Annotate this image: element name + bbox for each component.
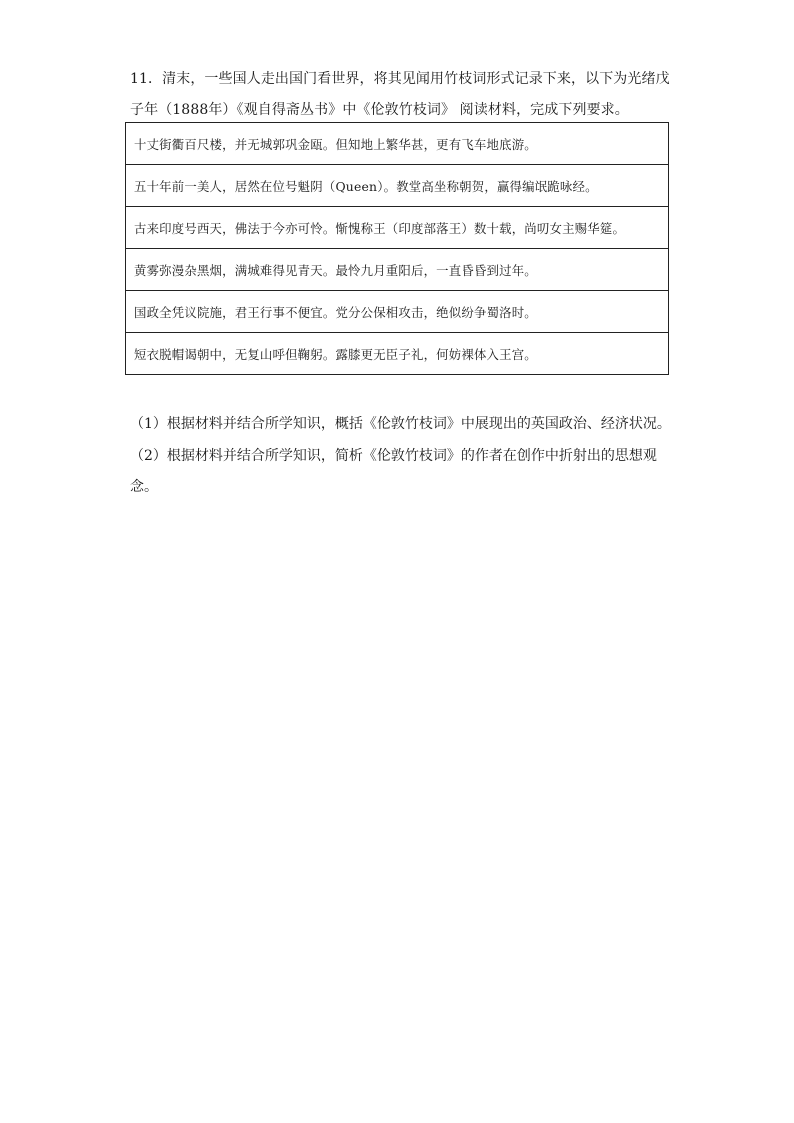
sub-question-1-text: （1）根据材料并结合所学知识，概括《伦敦竹枝词》中展现出的英国政治、经济状况。 (130, 416, 671, 432)
question-stem-line-2: 子年（1888年）《观自得斋丛书》中《伦敦竹枝词》 阅读材料，完成下列要求。 (130, 102, 629, 118)
sub-question-2-line-1: （2）根据材料并结合所学知识，简析《伦敦竹枝词》的作者在创作中折射出的思想观 (130, 448, 657, 464)
poem-table (125, 122, 669, 375)
poem-cell: 黄雾弥漫杂黑烟，满城难得见青天。最怜九月重阳后，一直昏昏到过年。 (126, 249, 669, 291)
table-row (126, 123, 669, 165)
poem-cell: 国政全凭议院施，君王行事不便宜。党分公保相攻击，绝似纷争蜀洛时。 (126, 291, 669, 333)
poem-cell: 古来印度号西天，佛法于今亦可怜。惭愧称王（印度部落王）数十载，尚叨女主赐华筵。 (126, 207, 669, 249)
poem-cell: 五十年前一美人，居然在位号魁阴（Queen）。教堂高坐称朝贺，赢得编氓跪咏经。 (126, 165, 669, 207)
table-row (126, 291, 669, 333)
sub-question-1 (130, 409, 670, 440)
sub-question-2-line-2: 念。 (130, 479, 158, 495)
table-row (126, 207, 669, 249)
table-row (126, 249, 669, 291)
sub-question-2 (130, 441, 670, 503)
question-stem-line-1: 11．清末，一些国人走出国门看世界，将其见闻用竹枝词形式记录下来，以下为光绪戊 (130, 71, 670, 87)
poem-cell: 十丈街衢百尺楼，并无城郭巩金瓯。但知地上繁华甚，更有飞车地底游。 (126, 123, 669, 165)
table-row (126, 165, 669, 207)
question-stem (130, 64, 670, 126)
table-row (126, 333, 669, 375)
poem-cell: 短衣脱帽谒朝中，无复山呼但鞠躬。露膝更无臣子礼，何妨裸体入王宫。 (126, 333, 669, 375)
